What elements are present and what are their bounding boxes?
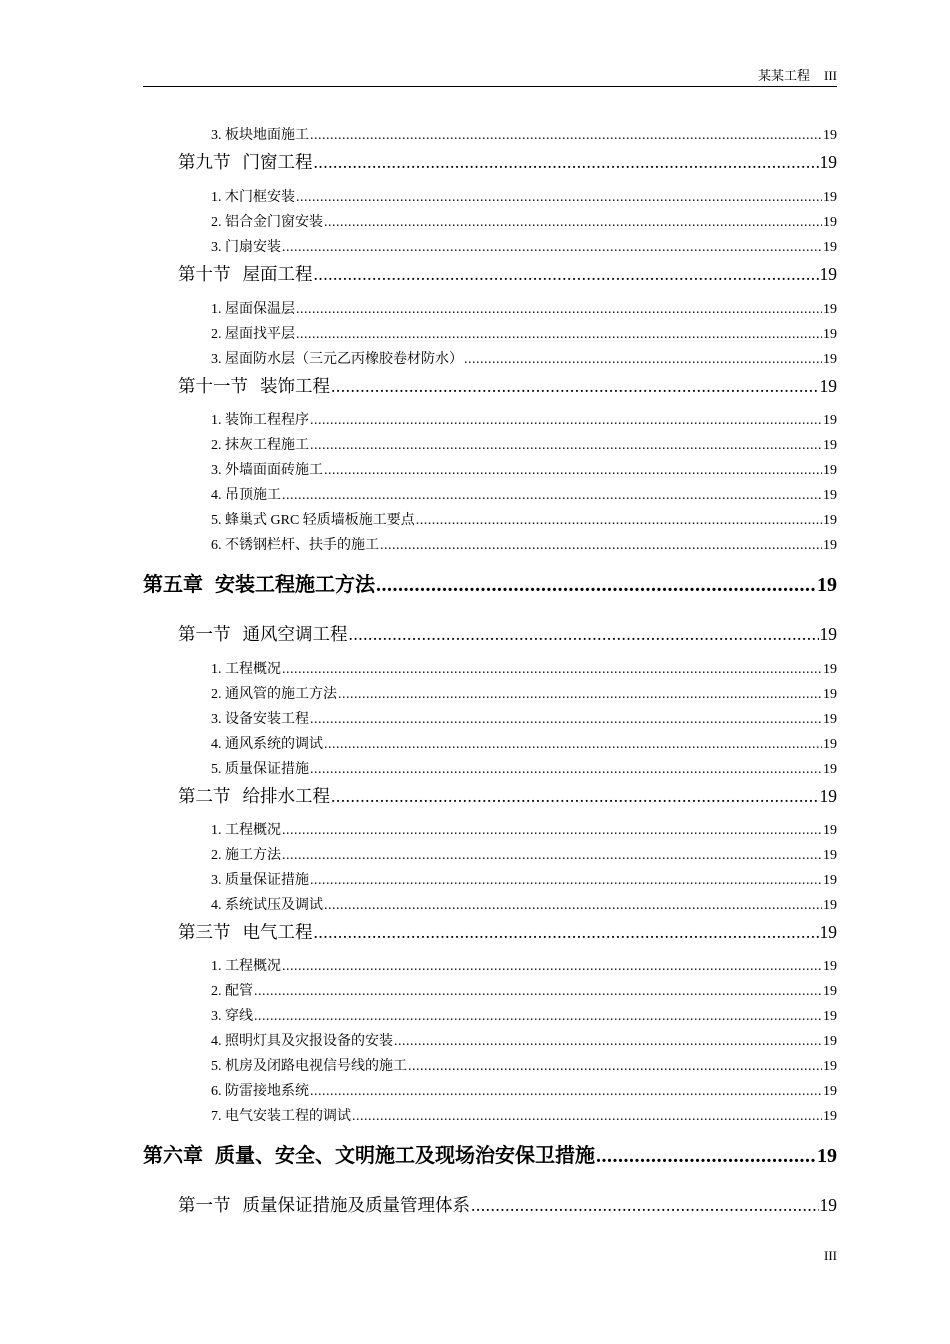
toc-item-row[interactable] xyxy=(211,982,837,1002)
dot-leader xyxy=(310,411,822,431)
toc-item-row[interactable] xyxy=(211,238,837,258)
toc-item-row[interactable] xyxy=(211,1057,837,1077)
toc-page-number: 19 xyxy=(819,786,837,806)
dot-leader xyxy=(310,126,822,146)
dot-leader xyxy=(310,710,822,730)
toc-item-title: 1. 工程概况 xyxy=(211,823,281,838)
toc-item-row[interactable] xyxy=(211,411,837,431)
dot-leader xyxy=(296,188,822,208)
toc-section-number: 第十一节 xyxy=(178,376,248,396)
toc-item-title: 1. 木门框安装 xyxy=(211,190,295,205)
toc-page-number: 19 xyxy=(823,513,837,528)
toc-section-row[interactable] xyxy=(178,622,837,646)
toc-item-title: 7. 电气安装工程的调试 xyxy=(211,1109,351,1124)
toc-item-title: 2. 抹灰工程施工 xyxy=(211,438,309,453)
toc-item-row[interactable] xyxy=(211,126,837,146)
toc-item-row[interactable] xyxy=(211,213,837,233)
dot-leader xyxy=(296,325,822,345)
toc-item-row[interactable] xyxy=(211,871,837,891)
dot-leader xyxy=(282,238,822,258)
dot-leader xyxy=(394,1032,822,1052)
dot-leader xyxy=(331,784,819,808)
toc-section-number: 第二节 xyxy=(178,786,231,806)
toc-chapter-number: 第五章 xyxy=(143,572,203,596)
toc-chapter-row[interactable] xyxy=(143,1141,837,1169)
toc-chapter-title: 质量、安全、文明施工及现场治安保卫措施 xyxy=(215,1143,595,1167)
toc-page-number: 19 xyxy=(823,873,837,888)
toc-page-number: 19 xyxy=(823,662,837,677)
toc-section-row[interactable] xyxy=(178,262,837,286)
toc-item-title: 3. 外墙面面砖施工 xyxy=(211,463,323,478)
dot-leader xyxy=(349,622,819,646)
toc-page-number: 19 xyxy=(823,438,837,453)
toc-item-row[interactable] xyxy=(211,188,837,208)
dot-leader xyxy=(254,1007,822,1027)
dot-leader xyxy=(338,685,822,705)
toc-item-title: 3. 设备安装工程 xyxy=(211,712,309,727)
toc-item-row[interactable] xyxy=(211,300,837,320)
toc-item-title: 3. 门扇安装 xyxy=(211,240,281,255)
toc-item-title: 6. 防雷接地系统 xyxy=(211,1084,309,1099)
toc-page-number: 19 xyxy=(823,1034,837,1049)
toc-section-row[interactable] xyxy=(178,1193,837,1217)
toc-page-number: 19 xyxy=(823,538,837,553)
dot-leader xyxy=(376,571,816,599)
toc-item-title: 2. 配管 xyxy=(211,984,253,999)
toc-page-number: 19 xyxy=(823,302,837,317)
toc-item-title: 2. 施工方法 xyxy=(211,848,281,863)
toc-page-number: 19 xyxy=(823,687,837,702)
toc-page-number: 19 xyxy=(819,1195,837,1215)
dot-leader xyxy=(464,350,822,370)
toc-item-row[interactable] xyxy=(211,660,837,680)
dot-leader xyxy=(324,213,822,233)
toc-page-number: 19 xyxy=(823,1009,837,1024)
toc-page-number: 19 xyxy=(823,1109,837,1124)
toc-item-title: 4. 照明灯具及灾报设备的安装 xyxy=(211,1034,393,1049)
toc-page-number: 19 xyxy=(823,413,837,428)
toc-page-number: 19 xyxy=(823,240,837,255)
toc-page-number: 19 xyxy=(819,922,837,942)
page-header xyxy=(143,68,837,87)
dot-leader xyxy=(314,920,819,944)
toc-item-title: 2. 屋面找平层 xyxy=(211,327,295,342)
toc-page-number: 19 xyxy=(819,624,837,644)
toc-section-number: 第十节 xyxy=(178,264,231,284)
toc-item-row[interactable] xyxy=(211,511,837,531)
toc-item-row[interactable] xyxy=(211,1032,837,1052)
toc-page-number: 19 xyxy=(817,1145,837,1167)
dot-leader xyxy=(416,511,822,531)
toc-item-title: 1. 工程概况 xyxy=(211,959,281,974)
page-footer xyxy=(790,1248,837,1264)
toc-section-title: 电气工程 xyxy=(242,922,313,942)
toc-section-number: 第三节 xyxy=(178,922,231,942)
toc-section-number: 第一节 xyxy=(178,1195,231,1215)
toc-page-number: 19 xyxy=(823,463,837,478)
toc-item-title: 2. 通风管的施工方法 xyxy=(211,687,337,702)
toc-chapter-number: 第六章 xyxy=(143,1143,203,1167)
toc-item-title: 4. 吊顶施工 xyxy=(211,488,281,503)
toc-page-number: 19 xyxy=(823,488,837,503)
dot-leader xyxy=(380,536,822,556)
toc-item-row[interactable] xyxy=(211,1007,837,1027)
toc-item-row[interactable] xyxy=(211,486,837,506)
toc-chapter-row[interactable] xyxy=(143,570,837,598)
toc-item-title: 2. 铝合金门窗安装 xyxy=(211,215,323,230)
toc-section-title: 装饰工程 xyxy=(260,376,330,396)
toc-page-number: 19 xyxy=(819,376,837,396)
dot-leader xyxy=(310,760,822,780)
toc-item-title: 1. 工程概况 xyxy=(211,662,281,677)
dot-leader xyxy=(254,982,822,1002)
toc-item-row[interactable] xyxy=(211,846,837,866)
dot-leader xyxy=(324,896,822,916)
dot-leader xyxy=(314,262,819,286)
dot-leader xyxy=(352,1107,822,1127)
toc-item-row[interactable] xyxy=(211,760,837,780)
toc-item-row[interactable] xyxy=(211,685,837,705)
toc-item-title: 3. 屋面防水层（三元乙丙橡胶卷材防水） xyxy=(211,352,463,367)
toc-section-number: 第九节 xyxy=(178,152,231,172)
toc-page-number: 19 xyxy=(823,1084,837,1099)
dot-leader xyxy=(282,486,822,506)
dot-leader xyxy=(408,1057,822,1077)
toc-item-title: 6. 不锈钢栏杆、扶手的施工 xyxy=(211,538,379,553)
dot-leader xyxy=(282,957,822,977)
toc-item-row[interactable] xyxy=(211,1107,837,1127)
toc-page-number: 19 xyxy=(817,574,837,596)
toc-item-row[interactable] xyxy=(211,461,837,481)
toc-item-title: 4. 系统试压及调试 xyxy=(211,898,323,913)
dot-leader xyxy=(331,374,819,398)
toc-section-title: 给排水工程 xyxy=(242,786,330,806)
toc-section-row[interactable] xyxy=(178,150,837,174)
toc-item-title: 1. 装饰工程程序 xyxy=(211,413,309,428)
toc-item-row[interactable] xyxy=(211,957,837,977)
dot-leader xyxy=(314,150,819,174)
footer-page-number: III xyxy=(824,1248,837,1263)
dot-leader xyxy=(596,1142,816,1170)
toc-section-title: 质量保证措施及质量管理体系 xyxy=(242,1195,470,1215)
toc-item-row[interactable] xyxy=(211,350,837,370)
header-title: 某某工程 xyxy=(757,68,810,83)
dot-leader xyxy=(282,660,822,680)
toc-page-number: 19 xyxy=(823,190,837,205)
dot-leader xyxy=(324,735,822,755)
dot-leader xyxy=(310,1082,822,1102)
toc-item-title: 5. 质量保证措施 xyxy=(211,762,309,777)
dot-leader xyxy=(282,846,822,866)
toc-item-row[interactable] xyxy=(211,1082,837,1102)
toc-item-title: 3. 穿线 xyxy=(211,1009,253,1024)
toc-page-number: 19 xyxy=(823,712,837,727)
toc-page-number: 19 xyxy=(823,352,837,367)
header-page-number: III xyxy=(824,68,837,83)
toc-section-number: 第一节 xyxy=(178,624,231,644)
toc-item-title: 1. 屋面保温层 xyxy=(211,302,295,317)
dot-leader xyxy=(310,871,822,891)
toc-page-number: 19 xyxy=(819,264,837,284)
toc-page-number: 19 xyxy=(823,959,837,974)
toc-section-title: 门窗工程 xyxy=(242,152,313,172)
toc-item-title: 3. 板块地面施工 xyxy=(211,128,309,143)
toc-item-row[interactable] xyxy=(211,896,837,916)
toc-item-title: 3. 质量保证措施 xyxy=(211,873,309,888)
toc-section-title: 屋面工程 xyxy=(242,264,313,284)
toc-page-number: 19 xyxy=(823,1059,837,1074)
toc-section-row[interactable] xyxy=(178,920,837,944)
toc-item-row[interactable] xyxy=(211,710,837,730)
toc-page-number: 19 xyxy=(823,215,837,230)
toc-item-title: 5. 机房及闭路电视信号线的施工 xyxy=(211,1059,407,1074)
dot-leader xyxy=(324,461,822,481)
toc-item-row[interactable] xyxy=(211,325,837,345)
toc-section-row[interactable] xyxy=(178,374,837,398)
dot-leader xyxy=(310,436,822,456)
toc-page-number: 19 xyxy=(823,737,837,752)
dot-leader xyxy=(282,821,822,841)
toc-item-title: 5. 蜂巢式 GRC 轻质墙板施工要点 xyxy=(211,513,415,528)
toc-section-title: 通风空调工程 xyxy=(242,624,348,644)
toc-page-number: 19 xyxy=(823,128,837,143)
toc-page-number: 19 xyxy=(819,152,837,172)
toc-page-number: 19 xyxy=(823,823,837,838)
toc-page-number: 19 xyxy=(823,898,837,913)
toc-page-number: 19 xyxy=(823,762,837,777)
toc-chapter-title: 安装工程施工方法 xyxy=(215,572,375,596)
toc-item-row[interactable] xyxy=(211,735,837,755)
toc-page-number: 19 xyxy=(823,848,837,863)
toc-item-row[interactable] xyxy=(211,436,837,456)
toc-item-title: 4. 通风系统的调试 xyxy=(211,737,323,752)
toc-page-number: 19 xyxy=(823,984,837,999)
dot-leader xyxy=(296,300,822,320)
toc-item-row[interactable] xyxy=(211,821,837,841)
toc-section-row[interactable] xyxy=(178,784,837,808)
toc-page-number: 19 xyxy=(823,327,837,342)
dot-leader xyxy=(471,1193,819,1217)
toc-item-row[interactable] xyxy=(211,536,837,556)
